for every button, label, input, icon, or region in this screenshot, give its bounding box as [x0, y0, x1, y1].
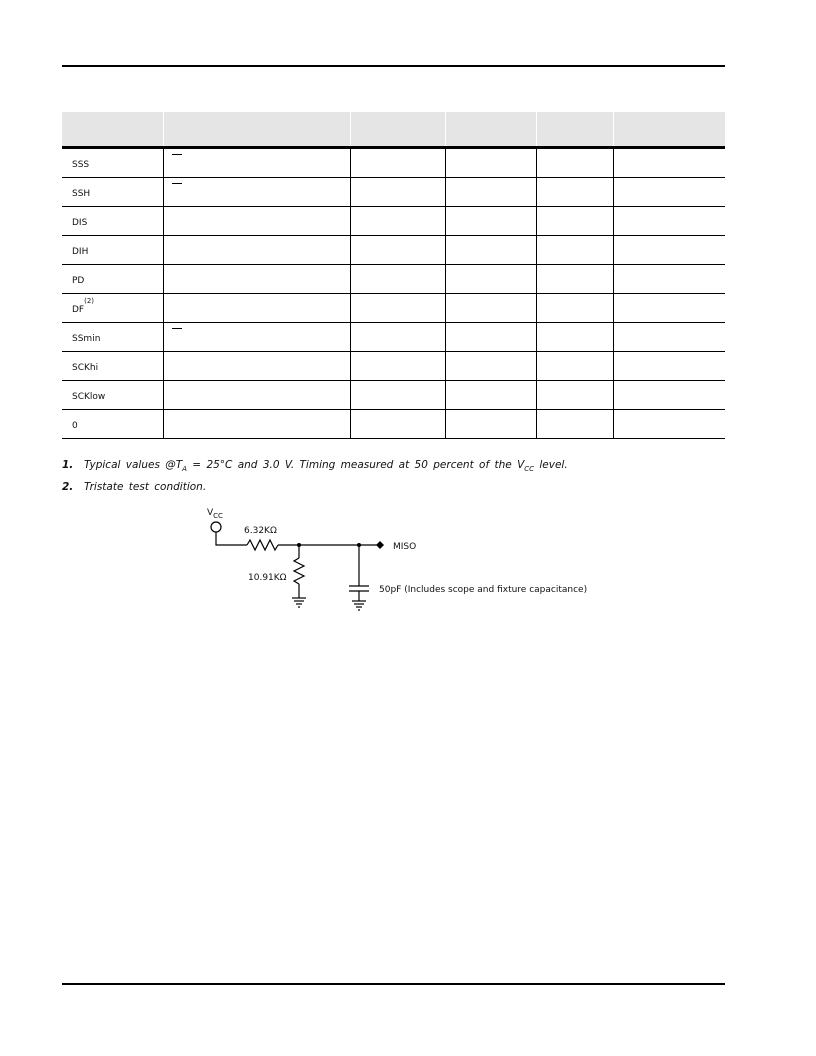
value-cell: [350, 352, 445, 381]
table-notes: [62, 456, 568, 496]
capacitor-icon: [349, 586, 369, 591]
value-cell: [350, 178, 445, 207]
description-cell: [163, 323, 350, 352]
description-cell: [163, 410, 350, 439]
value-cell: [613, 178, 725, 207]
value-cell: [445, 148, 536, 178]
description-cell: [163, 352, 350, 381]
value-cell: [536, 236, 613, 265]
symbol-text: SCKhi: [72, 363, 99, 373]
symbol-text: SSH: [72, 189, 91, 199]
output-terminal-icon: [376, 541, 384, 549]
value-cell: [350, 294, 445, 323]
symbol-text: SSmin: [72, 334, 101, 344]
value-cell: [445, 207, 536, 236]
symbol-cell: [62, 207, 163, 236]
value-cell: [350, 410, 445, 439]
note-text: Typical values @T: [84, 459, 183, 471]
value-cell: [536, 207, 613, 236]
timing-table: [62, 112, 725, 439]
description-cell: [163, 148, 350, 178]
overbar-mark: [172, 183, 182, 184]
header-cell: [163, 112, 350, 148]
table-row: [62, 410, 725, 439]
resistor-r1-icon: [247, 540, 278, 550]
symbol-cell: [62, 294, 163, 323]
symbol-text: SSS: [72, 160, 90, 170]
r2-label: 10.91KΩ: [248, 573, 287, 583]
description-cell: [163, 178, 350, 207]
value-cell: [613, 410, 725, 439]
value-cell: [350, 236, 445, 265]
value-cell: [445, 410, 536, 439]
value-cell: [613, 381, 725, 410]
ground-icon: [292, 598, 306, 607]
capacitor-label: 50pF (Includes scope and fixture capacitance): [379, 585, 588, 595]
value-cell: [445, 178, 536, 207]
header-cell: [350, 112, 445, 148]
symbol-cell: [62, 410, 163, 439]
header-cell: [445, 112, 536, 148]
value-cell: [445, 323, 536, 352]
symbol-cell: [62, 323, 163, 352]
value-cell: [445, 381, 536, 410]
description-cell: [163, 381, 350, 410]
header-cell: [536, 112, 613, 148]
table-row: [62, 148, 725, 178]
value-cell: [445, 294, 536, 323]
value-cell: [613, 323, 725, 352]
value-cell: [536, 178, 613, 207]
note-text: Tristate test condition.: [84, 481, 207, 494]
table-row: [62, 352, 725, 381]
symbol-cell: [62, 381, 163, 410]
output-label: MISO: [393, 542, 417, 552]
note-text: level.: [534, 459, 568, 471]
wire: [216, 532, 247, 545]
value-cell: [536, 148, 613, 178]
value-cell: [536, 294, 613, 323]
resistor-r2-icon: [294, 558, 304, 584]
symbol-cell: [62, 352, 163, 381]
vcc-terminal-icon: [211, 522, 221, 532]
table-row: [62, 323, 725, 352]
symbol-text: SCKlow: [72, 392, 106, 402]
table-row: [62, 265, 725, 294]
r1-label: 6.32KΩ: [244, 526, 277, 536]
value-cell: [536, 410, 613, 439]
description-cell: [163, 265, 350, 294]
note-number: 1.: [62, 459, 74, 471]
symbol-cell: [62, 178, 163, 207]
value-cell: [350, 148, 445, 178]
description-cell: [163, 294, 350, 323]
value-cell: [613, 207, 725, 236]
note-text: = 25°C and 3.0 V. Timing measured at 50 percent of the V: [186, 459, 525, 471]
note-number: 2.: [62, 481, 74, 494]
table-row: [62, 294, 725, 323]
symbol-text: 0: [72, 421, 78, 431]
note-2: [62, 478, 568, 496]
value-cell: [350, 323, 445, 352]
value-cell: [350, 265, 445, 294]
symbol-text: DF: [72, 305, 85, 315]
ground-icon: [352, 601, 366, 610]
value-cell: [536, 323, 613, 352]
value-cell: [445, 236, 536, 265]
description-cell: [163, 207, 350, 236]
symbol-text: DIS: [72, 218, 88, 228]
symbol-cell: [62, 265, 163, 294]
description-cell: [163, 236, 350, 265]
symbol-cell: [62, 148, 163, 178]
value-cell: [536, 265, 613, 294]
table-row: [62, 381, 725, 410]
note-subscript: CC: [524, 465, 535, 474]
value-cell: [613, 236, 725, 265]
note-1: [62, 456, 568, 478]
symbol-text: DIH: [72, 247, 89, 257]
overbar-mark: [172, 328, 182, 329]
overbar-mark: [172, 154, 182, 155]
vcc-label: $V_{CC}$: [207, 508, 223, 520]
value-cell: [613, 294, 725, 323]
footnote-marker: (2): [84, 297, 95, 305]
value-cell: [445, 352, 536, 381]
table-row: [62, 178, 725, 207]
header-rule: [62, 65, 725, 67]
note-subscript: A: [182, 465, 187, 474]
header-cell: [62, 112, 163, 148]
value-cell: [536, 352, 613, 381]
symbol-text: PD: [72, 276, 85, 286]
test-load-circuit: [195, 500, 615, 630]
table-row: [62, 207, 725, 236]
header-cell: [613, 112, 725, 148]
junction-dot-icon: [357, 543, 361, 547]
value-cell: [536, 381, 613, 410]
table-header-row: [62, 112, 725, 148]
value-cell: [613, 148, 725, 178]
value-cell: [350, 207, 445, 236]
table-row: [62, 236, 725, 265]
value-cell: [350, 381, 445, 410]
symbol-cell: [62, 236, 163, 265]
junction-dot-icon: [297, 543, 301, 547]
value-cell: [445, 265, 536, 294]
value-cell: [613, 352, 725, 381]
value-cell: [613, 265, 725, 294]
footer-rule: [62, 983, 725, 985]
